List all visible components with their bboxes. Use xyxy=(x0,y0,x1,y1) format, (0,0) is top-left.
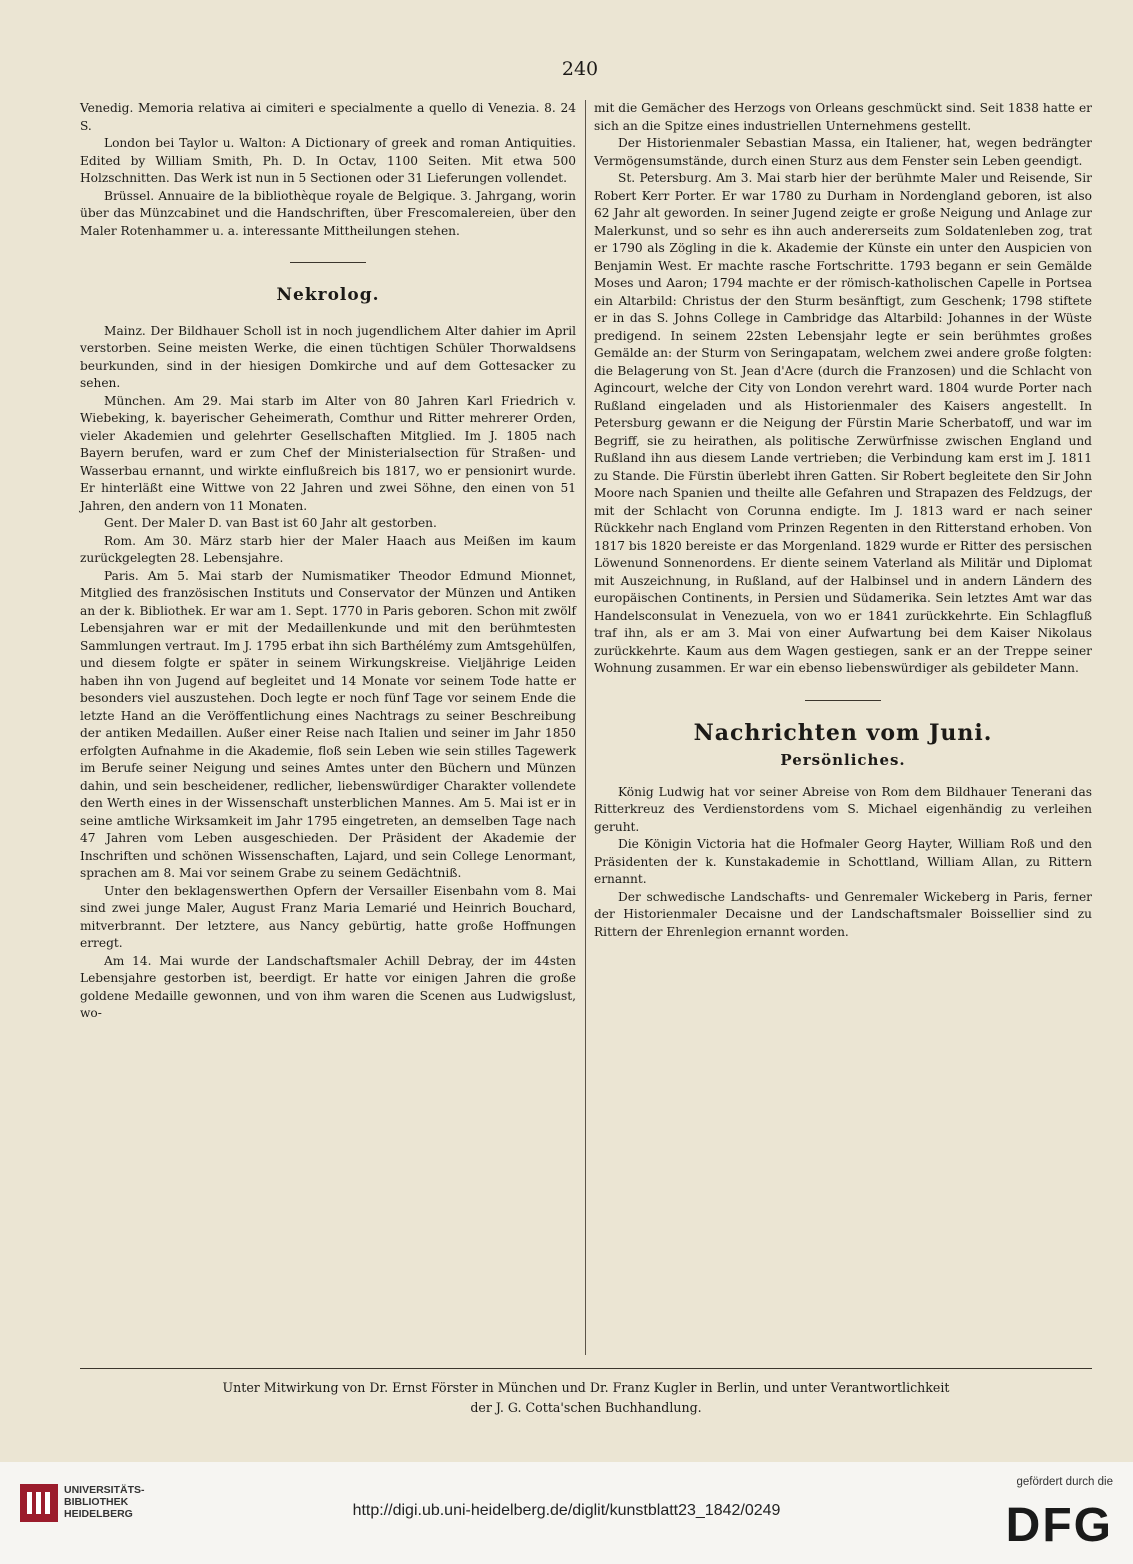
article-paragraph: mit die Gemächer des Herzogs von Orleans geschmückt sind. Seit 1838 hatte er sich an die Spitze eines industriellen Unternehmens gestellt. xyxy=(594,101,1092,133)
obituary-paragraph: München. Am 29. Mai starb im Alter von 80 Jahren Karl Friedrich v. Wiebeking, k. bayerischer Geheimerath, Comthur und Ritter mehrerer Orden, vieler Akademien und gelehrter Gesellschaften Mitglied. Im J. 1805 nach Bayern berufen, ward er zum Chef der Ministerialsection für Straßen- und Wasserbau ernannt, und wirkte einflußreich bis 1817, wo er pensionirt wurde. Er hinterläßt eine Wittwe von 22 Jahren und zwei Söhne, den einen von 51 Jahren, den andern von 11 Monaten. xyxy=(80,393,576,513)
section-divider xyxy=(805,700,881,701)
news-paragraph: Der schwedische Landschafts- und Genremaler Wickeberg in Paris, ferner der Historienmaler Decaisne und der Landschaftsmaler Boissellier sind zu Rittern der Ehrenlegion ernannt worden. xyxy=(594,889,1092,939)
bibliography-entry: Venedig. Memoria relativa ai cimiteri e specialmente a quello di Venezia. 8. 24 S. xyxy=(80,101,576,133)
digitization-footer xyxy=(0,1462,1133,1564)
imprint xyxy=(80,1378,1092,1418)
column-divider xyxy=(585,100,586,1355)
news-paragraph: König Ludwig hat vor seiner Abreise von Rom dem Bildhauer Tenerani das Ritterkreuz des Verdienstordens vom S. Michael eigenhändig zu verleihen geruht. xyxy=(594,784,1092,834)
section-divider xyxy=(290,262,366,263)
obituary-paragraph: Am 14. Mai wurde der Landschaftsmaler Achill Debray, der im 44sten Lebensjahre gestorben ist, beerdigt. Er hatte vor einigen Jahren die große goldene Medaille gewonnen, und von ihm waren die Scenen aus Ludwigslust, wo- xyxy=(80,953,576,1020)
obituary-paragraph: Unter den beklagenswerthen Opfern der Versailler Eisenbahn vom 8. Mai sind zwei junge Maler, August Franz Maria Lemarié und Heinrich Bouchard, mitverbrannt. Der letztere, aus Nancy gebürtig, hatte große Hoffnungen erregt. xyxy=(80,883,576,950)
left-column xyxy=(80,100,576,1023)
news-paragraph: Die Königin Victoria hat die Hofmaler Georg Hayter, William Roß und den Präsidenten der k. Kunstakademie in Schottland, William Allan, zu Rittern ernannt. xyxy=(594,837,1092,886)
article-paragraph: St. Petersburg. Am 3. Mai starb hier der berühmte Maler und Reisende, Sir Robert Kerr Porter. Er war 1780 zu Durham in Nordengland geboren, ist also 62 Jahr alt geworden. In seiner Jugend zeigte er große Neigung und Anlage zur Malerkunst, und so sehr es ihn auch andererseits zum Soldatenleben zog, trat er 1790 als Zögling in die k. Akademie der Künste ein unter den Auspicien von Benjamin West. Er machte rasche Fortschritte. 1793 begann er sein Gemälde Moses und Aaron; 1794 machte er der römisch-katholischen Capelle in Portsea ein Altarbild: Christus der den Sturm besänftigt, zum Geschenk; 1798 stiftete er in das S. Johns College in Cambridge das Altarbild: Johannes in der Wüste predigend. In seinem 22sten Lebensjahr legte er sein berühmtes großes Gemälde an: der Sturm von Seringapatam, welchem zwei andere große folgten: die Belagerung von St. Jean d'Acre (durch die Franzosen) und die Schlacht von Agincourt, welche der City von London verehrt ward. 1804 wurde Porter nach Rußland eingeladen und als Historienmaler des Kaisers angestellt. In Petersburg gewann er die Neigung der Fürstin Marie Scherbatoff, und war im Begriff, sie zu heirathen, als politische Zerwürfnisse zwischen England und Rußland ihn aus diesem Lande vertrieben; die Verbindung kam erst im J. 1811 zu Stande. Die Fürstin überlebt ihren Gatten. Sir Robert begleitete den Sir John Moore nach Spanien und theilte alle Gefahren und Strapazen des Feldzugs, der mit der Schlacht von Corunna endigte. Im J. 1813 ward er nach seiner Rückkehr nach England vom Prinzen Regenten in den Ritterstand erhoben. Von 1817 bis 1820 bereiste er das Morgenland. 1829 wurde er Ritter des persischen Löwenund Sonnenordens. Er diente seinem Vaterland als Militär und Diplomat mit Auszeichnung, in Rußland, auf der Halbinsel und in andern Ländern des europäischen Continents, in Persien und Südamerika. Sein letztes Amt war das Handelsconsulat in Venezuela, von wo er 1841 zurückkehrte. Ein Schlagfluß traf ihn, als er am 3. Mai von einer Aufwartung bei dem Kaiser Nikolaus zurückkehrte. Kaum aus dem Wagen gestiegen, sank er an der Treppe seiner Wohnung zusammen. Er war ein ebenso liebenswürdiger als gebildeter Mann. xyxy=(594,171,1092,675)
section-heading-nachrichten: Nachrichten vom Juni. xyxy=(693,719,993,746)
bibliography-entry: Brüssel. Annuaire de la bibliothèque royale de Belgique. 3. Jahrgang, worin über das Münzcabinet und die Handschriften, über Frescomalereien, über den Maler Rotenhammer u. a. interessante Mittheilungen stehen. xyxy=(80,188,576,238)
obituary-paragraph: Paris. Am 5. Mai starb der Numismatiker Theodor Edmund Mionnet, Mitglied des französischen Instituts und Conservator der Münzen und Antiken an der k. Bibliothek. Er war am 1. Sept. 1770 in Paris geboren. Schon mit zwölf Lebensjahren war er mit der Medaillenkunde und mit den berühmtesten Sammlungen vertraut. Im J. 1795 erbat ihn sich Barthélémy zum Amtsgehülfen, und diesem folgte er später in seinem Wirkungskreise. Vieljährige Leiden haben ihn von Jugend auf begleitet und 14 Monate vor seinem Tode hatte er besonders viel auszustehen. Doch legte er noch fünf Tage vor seinem Ende die letzte Hand an die Veröffentlichung eines Nachtrags zu seiner Beschreibung der antiken Medaillen. Außer einer Reise nach Italien und seiner im Jahr 1850 erfolgten Aufnahme in die Akademie, floß sein Leben wie sein stilles Tagewerk im Berufe seiner Neigung und seines Amtes unter den Büchern und Münzen dahin, und sein bescheidener, redlicher, liebenswürdiger Charakter vollendete den Werth eines in der Wissenschaft unsterblichen Mannes. Am 5. Mai ist er in seine amtliche Wirksamkeit im Jahr 1795 eingetreten, an demselben Tage nach 47 Jahren vom Leben ausgeschieden. Der Präsident der Akademie der Inschriften und schönen Wissenschaften, Lajard, und sein College Lenormant, sprachen am 8. Mai vor seinem Grabe zu seinem Gedächtniß. xyxy=(80,568,576,880)
funding-note: gefördert durch die xyxy=(1016,1476,1113,1488)
imprint-line-2: der J. G. Cotta'schen Buchhandlung. xyxy=(470,1400,702,1415)
obituary-paragraph: Gent. Der Maler D. van Bast ist 60 Jahr alt gestorben. xyxy=(104,516,437,530)
imprint-line-1: Unter Mitwirkung von Dr. Ernst Förster in München und Dr. Franz Kugler in Berlin, und unter Verantwortlichkeit xyxy=(222,1380,950,1395)
dfg-logo: DFG xyxy=(1005,1499,1113,1552)
subsection-heading-persoenliches: Persönliches. xyxy=(780,751,906,769)
bibliography-entry: London bei Taylor u. Walton: A Dictionary of greek and roman Antiquities. Edited by William Smith, Ph. D. In Octav, 1100 Seiten. Mit etwa 500 Holzschnitten. Das Werk ist nun in 5 Sectionen oder 31 Lieferungen vollendet. xyxy=(80,136,576,185)
obituary-paragraph: Mainz. Der Bildhauer Scholl ist in noch jugendlichem Alter dahier im April verstorben. Seine meisten Werke, die einen tüchtigen Schüler Thorwaldsens beurkunden, sind in der hiesigen Domkirche und auf dem Gottesacker zu sehen. xyxy=(80,323,576,390)
imprint-rule xyxy=(80,1368,1092,1369)
source-url-link[interactable]: http://digi.ub.uni-heidelberg.de/diglit/kunstblatt23_1842/0249 xyxy=(352,1502,781,1519)
obituary-paragraph: Rom. Am 30. März starb hier der Maler Haach aus Meißen im kaum zurückgelegten 28. Lebensjahre. xyxy=(80,533,576,565)
right-column xyxy=(594,100,1092,941)
page-number: 240 xyxy=(561,58,599,80)
library-name: UNIVERSITÄTS- BIBLIOTHEK HEIDELBERG xyxy=(64,1484,145,1520)
article-paragraph: Der Historienmaler Sebastian Massa, ein Italiener, hat, wegen bedrängter Vermögensumstände, durch einen Sturz aus dem Fenster sein Leben geendigt. xyxy=(594,136,1092,168)
section-heading-nekrolog: Nekrolog. xyxy=(276,285,380,305)
